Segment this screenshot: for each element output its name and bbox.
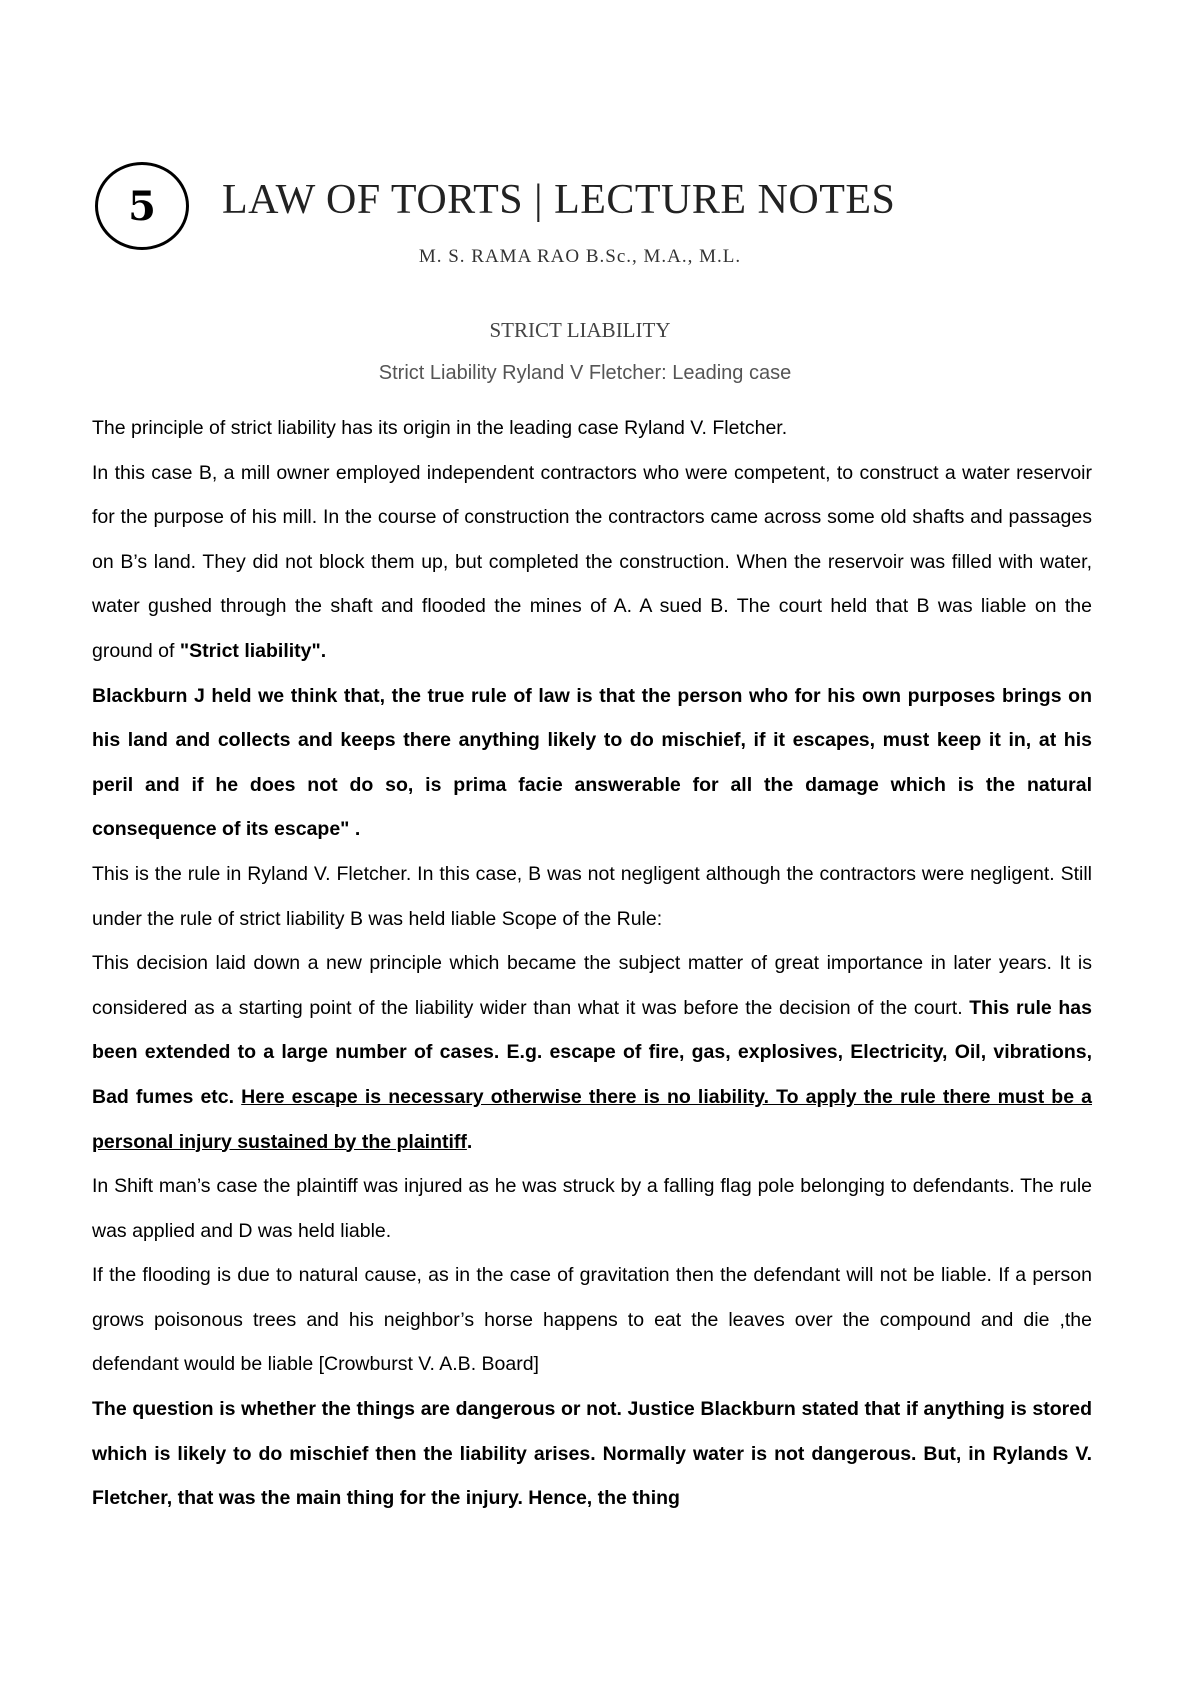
paragraph-natural-cause: If the flooding is due to natural cause, as in the case of gravitation then the defendant will not be liable. If a person grows poisonous trees and his neighbor’s horse happens to eat the leaves over the compound and die ,the defendant would be liable [Crowburst V. A.B. Board] (92, 1264, 1092, 1376)
section-subtitle: Strict Liability Ryland V Fletcher: Leading case (378, 362, 792, 384)
paragraph-rule-summary: This is the rule in Ryland V. Fletcher. In this case, B was not negligent although the contractors were negligent. Still under the rule of strict liability B was held liable Scope of the Rule: (92, 862, 1092, 930)
body-text (92, 406, 1092, 1521)
case-facts-text: In this case B, a mill owner employed independent contractors who were competent, to construct a water reservoir for the purpose of his mill. In the course of construction the contractors came across some old shafts and passages on B’s land. They did not block them up, but completed the construction. When the reservoir was filled with water, water gushed through the shaft and flooded the mines of A. A sued B. The court held that B was liable on the ground of (92, 461, 1092, 662)
paragraph-dangerous-things: The question is whether the things are dangerous or not. Justice Blackburn stated that if anything is stored which is likely to do mischief then the liability arises. Normally water is not dangerous. But, in Rylands V. Fletcher, that was the main thing for the injury. Hence, the thing (92, 1398, 1092, 1510)
paragraph-case-facts (92, 451, 1092, 674)
page-number: 5 (128, 182, 156, 230)
document-title: LAW OF TORTS | LECTURE NOTES (222, 177, 896, 223)
section-title: STRICT LIABILITY (489, 318, 671, 342)
scope-period: . (466, 1130, 473, 1153)
paragraph-scope (92, 941, 1092, 1164)
paragraph-origin: The principle of strict liability has its origin in the leading case Ryland V. Fletcher. (92, 417, 788, 439)
scope-extension-text: This rule has been extended to a large number of cases. E.g. escape of fire, gas, explosives, Electricity, Oil, vibrations, Bad fumes etc. (92, 996, 1092, 1108)
scope-text: This decision laid down a new principle which became the subject matter of great importance in later years. It is considered as a starting point of the liability wider than what it was before the decision of the court. (92, 952, 1092, 1019)
page-number-badge (95, 162, 189, 250)
paragraph-shift-man-case: In Shift man’s case the plaintiff was injured as he was struck by a falling flag pole belonging to defendants. The rule was applied and D was held liable. (92, 1175, 1092, 1242)
strict-liability-term: "Strict liability". (179, 639, 327, 662)
escape-requirement-text: Here escape is necessary otherwise there is no liability. To apply the rule there must be a personal injury sustained by the plaintiff (92, 1085, 1092, 1153)
author-line: M. S. RAMA RAO B.Sc., M.A., M.L. (418, 246, 742, 267)
paragraph-blackburn-rule: Blackburn J held we think that, the true rule of law is that the person who for his own purposes brings on his land and collects and keeps there anything likely to do mischief, if it escapes, must keep it in, at his peril and if he does not do so, is prima facie answerable for all the damage which is the natural consequence of its escape" . (92, 684, 1092, 841)
